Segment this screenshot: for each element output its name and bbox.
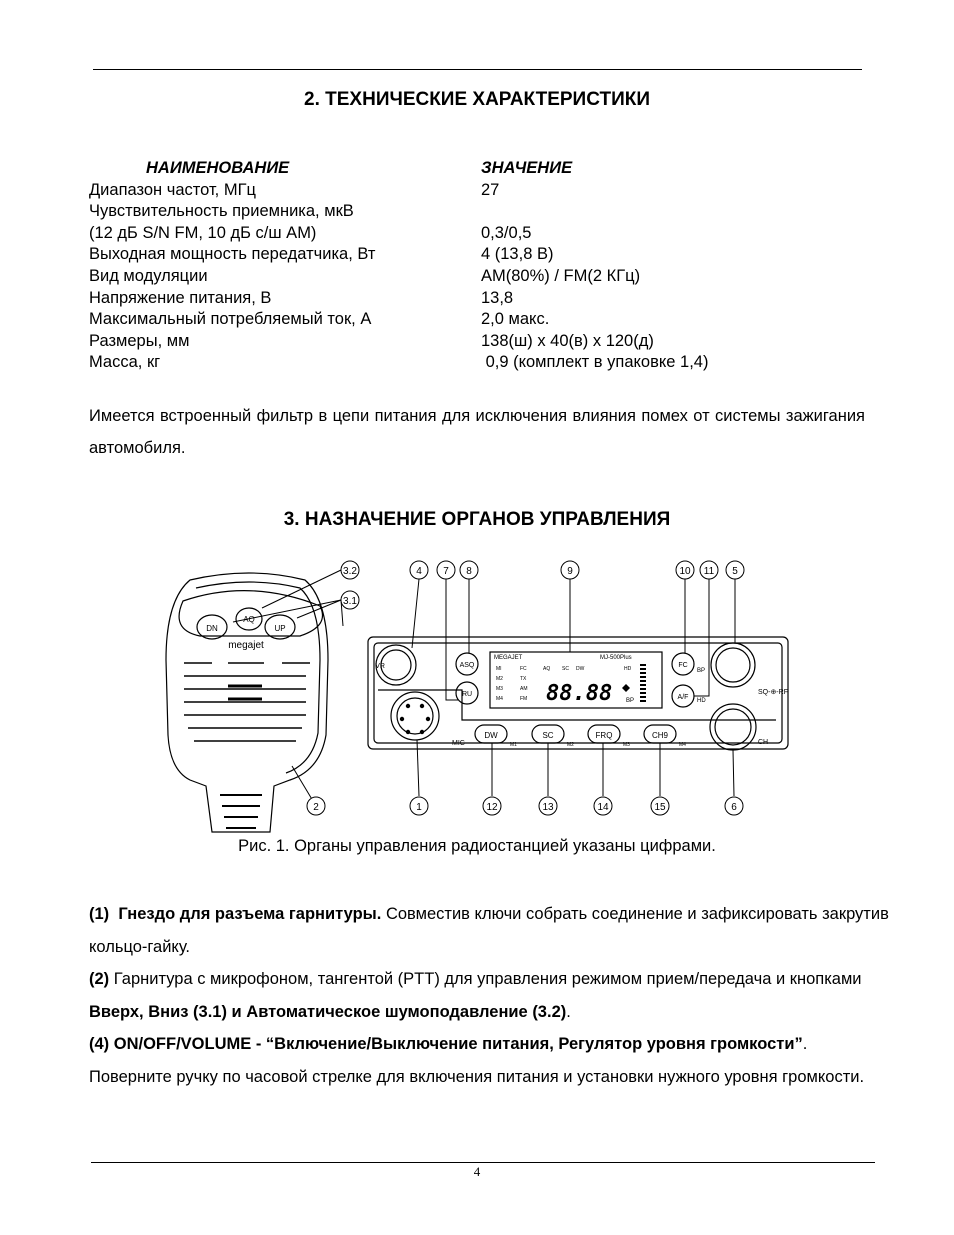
leader-lines — [233, 570, 735, 806]
spec-value: 2,0 макс. — [481, 310, 550, 329]
vr-label: VR — [375, 663, 385, 670]
spec-row — [89, 331, 869, 353]
sq-rf-label: SQ-⊕-RF — [758, 689, 788, 696]
mic-jack[interactable] — [391, 692, 439, 740]
desc-4-title: (4) ON/OFF/VOLUME - “Включение/Выключение питания, Регулятор уровня громкости” — [89, 1035, 803, 1053]
frq-button-label: FRQ — [595, 731, 613, 740]
callout-5 — [726, 561, 744, 579]
callout-13 — [539, 797, 557, 815]
desc-1-title: Гнездо для разъема гарнитуры. — [118, 905, 382, 923]
callout-3-2 — [341, 561, 359, 579]
spec-row — [89, 201, 869, 223]
lcd-tag: AM — [520, 686, 528, 692]
lcd-tag: M2 — [496, 676, 503, 682]
lcd-brand: MEGAJET — [494, 655, 523, 661]
spec-table — [89, 158, 869, 374]
spec-row — [89, 309, 869, 331]
desc-item-4 — [89, 1028, 889, 1093]
spec-name: Размеры, мм — [89, 331, 190, 350]
mic-dn-label: DN — [206, 624, 218, 633]
figure-caption: Рис. 1. Органы управления радиостанцией указаны цифрами. — [238, 837, 716, 855]
spec-name: Масса, кг — [89, 353, 161, 372]
svg-text:8: 8 — [466, 566, 472, 577]
spec-header-value: ЗНАЧЕНИЕ — [481, 159, 573, 177]
svg-text:10: 10 — [679, 566, 691, 577]
callout-15 — [651, 797, 669, 815]
spec-value: 13,8 — [481, 288, 514, 307]
sc-sub-label: M2 — [567, 742, 574, 748]
dw-sub-label: M1 — [510, 742, 517, 748]
section-3-title: 3. НАЗНАЧЕНИЕ ОРГАНОВ УПРАВЛЕНИЯ — [283, 509, 671, 530]
lcd-tag: M3 — [496, 686, 503, 692]
callout-11 — [700, 561, 718, 579]
svg-text:3.1: 3.1 — [343, 596, 357, 607]
mic-jack-label: MIC — [452, 740, 465, 747]
svg-text:4: 4 — [416, 566, 422, 577]
spec-name: Выходная мощность передатчика, Вт — [89, 245, 376, 264]
spec-value: 27 — [481, 180, 500, 199]
svg-text:13: 13 — [542, 802, 554, 813]
fc-label: FC — [678, 662, 688, 669]
filter-note: Имеется встроенный фильтр в цепи питания для исключения влияния помех от системы зажигания автомобиля. — [89, 407, 865, 457]
spec-name: Вид модуляции — [89, 266, 208, 285]
callout-3-1 — [341, 591, 359, 609]
spec-name: Напряжение питания, В — [89, 288, 272, 307]
desc-2-text: Гарнитура с микрофоном, тангентой (PTT) для управления режимом прием/передача и кнопками — [113, 970, 862, 988]
lcd-tag: MI — [496, 666, 502, 672]
callout-9 — [561, 561, 579, 579]
desc-item-2 — [89, 963, 889, 1028]
callout-7 — [437, 561, 455, 579]
mic-brand: megajet — [228, 640, 264, 651]
callout-4 — [410, 561, 428, 579]
spec-value: 4 (13,8 В) — [481, 245, 554, 264]
spec-row — [89, 288, 869, 310]
mic-strain-relief — [220, 795, 262, 828]
spec-row — [89, 223, 869, 245]
callout-2 — [307, 797, 325, 815]
spec-row — [89, 266, 869, 288]
dw-button-label: DW — [484, 731, 498, 740]
sq-rf-knob[interactable] — [711, 643, 755, 687]
lcd-tag: SC — [562, 666, 569, 672]
callout-12 — [483, 797, 501, 815]
svg-text:7: 7 — [443, 566, 449, 577]
ru-label: RU — [461, 691, 473, 698]
mic-grille — [184, 663, 310, 741]
lcd-tag: HD — [624, 666, 632, 672]
hd-label: HD — [697, 698, 706, 704]
lcd-tag: TX — [520, 676, 527, 682]
desc-1-text: Совместив ключи собрать соединение и зафиксировать закрутив кольцо-гайку. — [89, 905, 889, 956]
svg-text:14: 14 — [597, 802, 609, 813]
svg-text:3.2: 3.2 — [343, 566, 357, 577]
svg-text:1: 1 — [416, 802, 422, 813]
lcd-tag: M4 — [496, 696, 503, 702]
lcd-tag: AQ — [543, 666, 551, 672]
spec-name: (12 дБ S/N FM, 10 дБ с/ш AM) — [89, 223, 317, 242]
lcd-model: MJ-500Plus — [600, 655, 632, 661]
mic-up-label: UP — [274, 624, 286, 633]
spec-row — [89, 352, 869, 374]
spec-value: 0,3/0,5 — [481, 223, 532, 242]
spec-name: Чувствительность приемника, мкВ — [89, 202, 354, 221]
callout-8 — [460, 561, 478, 579]
lcd-tag: DW — [576, 666, 585, 672]
svg-text:15: 15 — [654, 802, 666, 813]
spec-header-name: НАИМЕНОВАНИЕ — [146, 159, 290, 177]
spec-value: 138(ш) х 40(в) х 120(д) — [481, 331, 654, 350]
controls-figure — [0, 555, 954, 835]
top-rule — [93, 69, 862, 70]
desc-item-1 — [89, 898, 889, 963]
svg-text:2: 2 — [313, 802, 319, 813]
svg-text:12: 12 — [486, 802, 498, 813]
sc-button-label: SC — [542, 731, 554, 740]
svg-text:9: 9 — [567, 566, 573, 577]
microphone — [166, 573, 328, 832]
spec-row — [89, 244, 869, 266]
lcd-tag: FC — [520, 666, 527, 672]
mic-aq-label: AQ — [243, 615, 255, 624]
lcd-tag: FM — [520, 696, 528, 702]
desc-2-bold: Вверх, Вниз (3.1) и Автоматическое шумоподавление (3.2) — [89, 1002, 567, 1021]
callout-1 — [410, 797, 428, 815]
spec-name: Максимальный потребляемый ток, А — [89, 310, 372, 329]
lcd-bp: BP — [626, 698, 635, 704]
callout-10 — [676, 561, 694, 579]
svg-text:11: 11 — [703, 566, 715, 577]
desc-2-tail: . — [566, 1002, 571, 1021]
ch9-button-label: CH9 — [651, 731, 669, 740]
asq-label: ASQ — [459, 662, 475, 669]
spec-row — [89, 180, 869, 202]
svg-text:6: 6 — [731, 802, 737, 813]
bp-label: BP — [697, 668, 706, 674]
spec-header-row — [89, 158, 869, 180]
bottom-rule — [91, 1162, 875, 1163]
svg-text:5: 5 — [732, 566, 738, 577]
spec-name: Диапазон частот, МГц — [89, 180, 256, 199]
lcd-digits: 88.88 — [546, 681, 613, 706]
section-2-title: 2. ТЕХНИЧЕСКИЕ ХАРАКТЕРИСТИКИ — [304, 89, 650, 110]
spec-value: 0,9 (комплект в упаковке 1,4) — [481, 353, 709, 372]
callout-6 — [725, 797, 743, 815]
desc-1-number: (1) — [89, 905, 110, 923]
frq-sub-label: M3 — [623, 742, 630, 748]
ch9-sub-label: M4 — [679, 742, 686, 748]
ch-label: CH — [758, 739, 769, 746]
desc-4-text: . Поверните ручку по часовой стрелке для включения питания и установки нужного уровня громкости. — [89, 1035, 865, 1086]
callout-14 — [594, 797, 612, 815]
desc-2-number: (2) — [89, 970, 110, 988]
control-descriptions — [89, 898, 889, 1093]
af-label: A/F — [677, 694, 689, 701]
spec-value: AM(80%) / FM(2 КГц) — [481, 266, 641, 285]
page-number: 4 — [473, 1164, 481, 1179]
